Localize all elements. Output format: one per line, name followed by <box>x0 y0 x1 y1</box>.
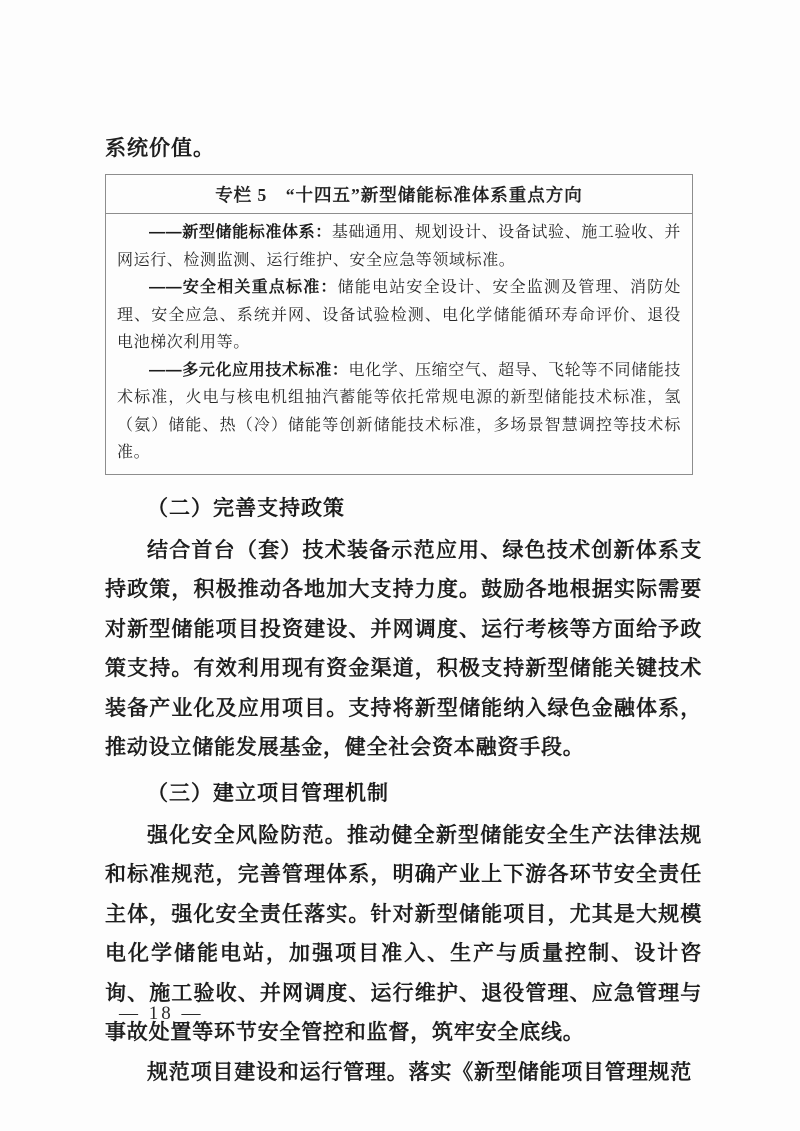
box-item-text: 储能电站安全设计、安全监测及管理、消防处理、安全应急、系统并网、设备试验检测、电化学储能循环寿命评价、退役电池梯次利用等。 <box>117 279 681 351</box>
highlight-box-title: 专栏 5 “十四五”新型储能标准体系重点方向 <box>106 175 692 214</box>
box-item-diversified-tech-standards <box>117 357 681 467</box>
paragraph-tail-text: 系统价值。 <box>105 137 215 160</box>
page-content <box>105 136 702 1092</box>
box-item-safety-standards <box>117 274 681 357</box>
page-number: — 18 — <box>119 1003 204 1024</box>
highlight-box-body <box>106 214 692 474</box>
box-item-text: 基础通用、规划设计、设备试验、施工验收、并网运行、检测监测、运行维护、安全应急等领域标准。 <box>117 224 681 269</box>
box-item-label: ——新型储能标准体系： <box>149 224 332 241</box>
box-item-label: ——安全相关重点标准： <box>149 279 338 296</box>
box-item-text: 电化学、压缩空气、超导、飞轮等不同储能技术标准，火电与核电机组抽汽蓄能等依托常规电源的新型储能技术标准，氢（氨）储能、热（冷）储能等创新储能技术标准，多场景智慧调控等技术标准。 <box>117 361 681 461</box>
highlight-box <box>105 174 693 475</box>
box-item-standard-system <box>117 219 681 274</box>
section-heading-project-management: （三）建立项目管理机制 <box>147 781 389 805</box>
paragraph-support-policy: 结合首台（套）技术装备示范应用、绿色技术创新体系支持政策，积极推动各地加大支持力度。鼓励各地根据实际需要对新型储能项目投资建设、并网调度、运行考核等方面给予政策支持。有效利用现有资金渠道，积极支持新型储能关键技术装备产业化及应用项目。支持将新型储能纳入绿色金融体系，推动设立储能发展基金，健全社会资本融资手段。 <box>105 538 702 759</box>
paragraph-project-construction-truncated: 规范项目建设和运行管理。落实《新型储能项目管理规范 <box>147 1060 692 1084</box>
section-heading-support-policy: （二）完善支持政策 <box>147 496 345 520</box>
paragraph-safety-risk-prevention: 强化安全风险防范。推动健全新型储能安全生产法律法规和标准规范，完善管理体系，明确产业上下游各环节安全责任主体，强化安全责任落实。针对新型储能项目，尤其是大规模电化学储能电站，加强项目准入、生产与质量控制、设计咨询、施工验收、并网调度、运行维护、退役管理、应急管理与事故处置等环节安全管控和监督，筑牢安全底线。 <box>105 823 702 1044</box>
box-item-label: ——多元化应用技术标准： <box>149 361 349 379</box>
